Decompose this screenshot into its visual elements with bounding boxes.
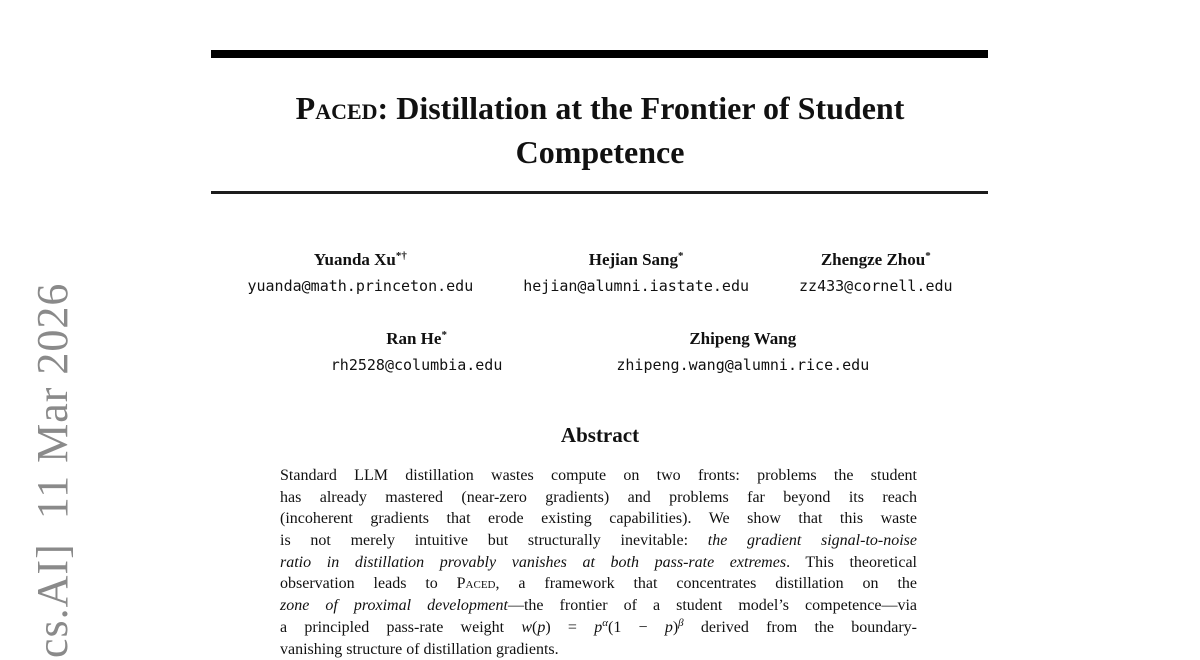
text-segment: vanishing structure of distillation gradients. [280,641,559,658]
abstract-line-7 [280,595,917,617]
text-segment: , a framework that concentrates distillation on the [496,575,918,592]
text-segment: : Distillation at the Frontier of Student [378,90,905,126]
author-block [331,325,503,374]
author-email: hejian@alumni.iastate.edu [523,277,749,295]
author-name-text: Zhengze Zhou [821,250,925,269]
paper-title-line2 [100,130,1100,174]
author-block [799,246,953,295]
abstract-heading: Abstract [100,423,1100,448]
abstract-line-1 [280,465,917,487]
text-segment: derived from the boundary- [684,619,917,636]
author-name-text: Yuanda Xu [314,250,396,269]
author-block [247,246,473,295]
author-mark: * [678,250,684,262]
author-mark: * [441,329,447,341]
text-segment: has already mastered (near-zero gradients) and problems far beyond its reach [280,489,917,506]
text-segment: ) = [545,619,594,636]
text-segment: β [678,617,683,629]
text-segment: observation leads to [280,575,457,592]
text-segment: Paced [457,575,496,592]
abstract-line-2 [280,487,917,509]
text-segment: —the frontier of a student model’s competence—via [508,597,917,614]
author-email: zhipeng.wang@alumni.rice.edu [616,356,869,374]
author-name [799,246,953,270]
author-email: zz433@cornell.edu [799,277,953,295]
title-separator-rule [211,191,988,194]
authors-row-1 [0,246,1200,295]
paper-title [100,86,1100,174]
abstract-line-6 [280,573,917,595]
author-name-text: Ran He [386,329,441,348]
text-segment: Competence [516,134,685,170]
author-email: yuanda@math.princeton.edu [247,277,473,295]
text-segment: ( [532,619,537,636]
text-segment: is not merely intuitive but structurally inevitable: [280,532,708,549]
author-name-text: Hejian Sang [589,250,678,269]
text-segment: w [521,619,532,636]
arxiv-watermark: cs.AI] 11 Mar 2026 [27,283,78,658]
top-rule [211,50,988,58]
abstract-line-5 [280,552,917,574]
text-segment: Paced [296,90,378,126]
text-segment: the gradient signal-to-noise [708,532,917,549]
author-block [616,325,869,374]
author-name-text: Zhipeng Wang [689,329,796,348]
text-segment: zone of proximal development [280,597,508,614]
author-name [331,325,503,349]
author-name [247,246,473,270]
author-mark: *† [396,250,407,262]
text-segment: (incoherent gradients that erode existing capabilities). We show that this waste [280,510,917,527]
text-segment: p [665,619,673,636]
paper-title-line1 [100,86,1100,130]
abstract-line-9 [280,639,917,660]
text-segment: . This theoretical [786,554,917,571]
author-block [523,246,749,295]
text-segment: p [594,619,602,636]
abstract-line-3 [280,508,917,530]
text-segment: a principled pass-rate weight [280,619,521,636]
abstract-line-4 [280,530,917,552]
abstract-line-8 [280,617,917,639]
text-segment: α [602,617,608,629]
authors-row-2 [0,325,1200,374]
text-segment: p [537,619,545,636]
author-name [616,325,869,349]
text-segment: (1 − [608,619,665,636]
text-segment: ratio in distillation provably vanishes at both pass-rate extremes [280,554,786,571]
text-segment: Standard LLM distillation wastes compute on two fronts: problems the student [280,467,917,484]
author-name [523,246,749,270]
abstract-body [280,465,917,660]
author-email: rh2528@columbia.edu [331,356,503,374]
author-mark: * [925,250,931,262]
text-segment: ) [673,619,678,636]
